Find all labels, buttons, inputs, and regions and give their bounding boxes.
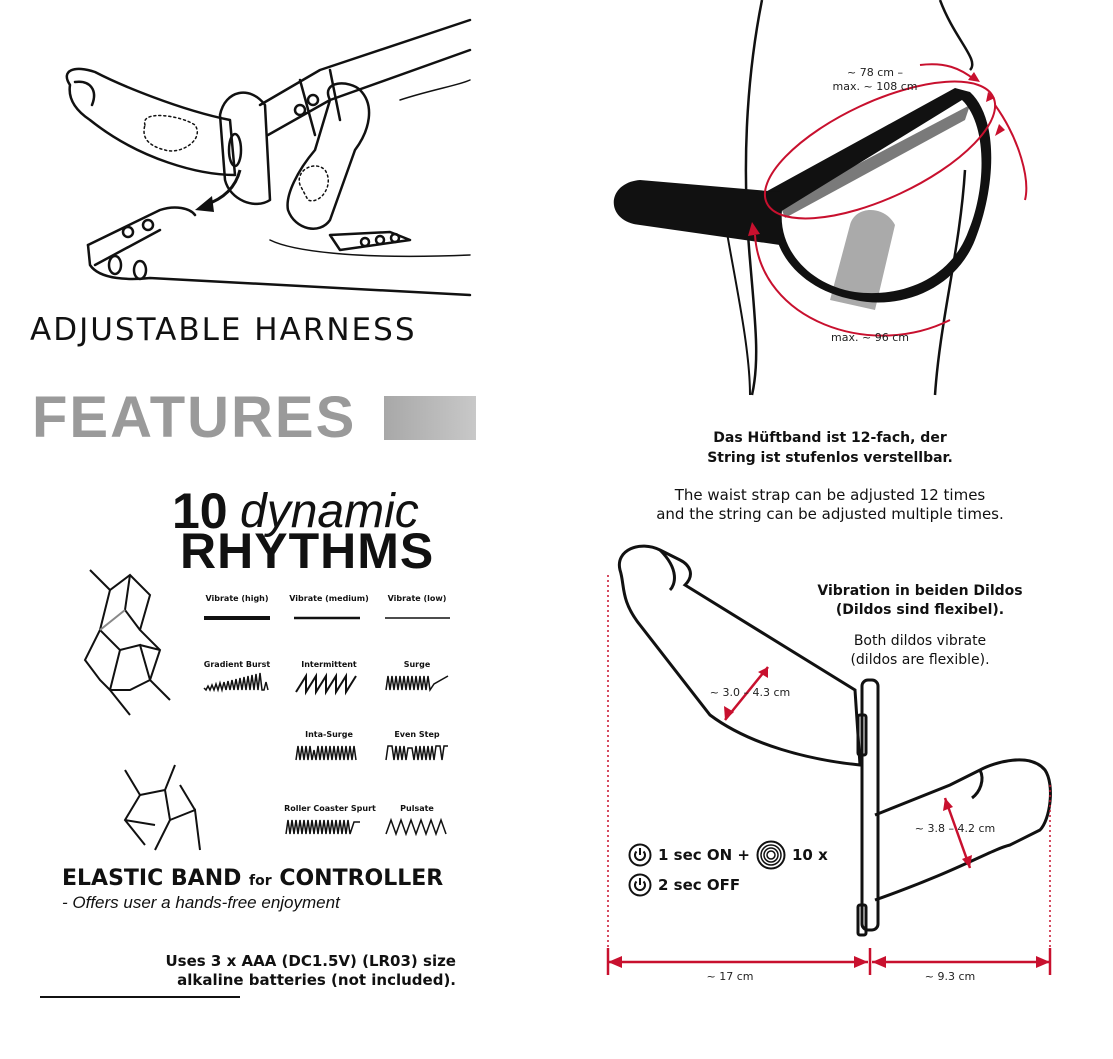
pattern-label-roller-coaster-spurt: Roller Coaster Spurt: [284, 804, 376, 813]
english-vibration-line2: (dildos are flexible).: [850, 652, 990, 668]
pattern-label-even-step: Even Step: [394, 730, 440, 739]
english-strap-text: [620, 486, 1040, 524]
german-strap-text: [620, 428, 1040, 468]
english-strap-line2: and the string can be adjusted multiple times.: [656, 505, 1004, 523]
controller-on-instruction: [628, 840, 828, 870]
german-vibration-line2: (Dildos sind flexibel).: [835, 602, 1005, 618]
waist-top-measure-line1: ~ 78 cm –: [847, 66, 903, 79]
pattern-label-vibrate-medium: Vibrate (medium): [289, 594, 369, 603]
waist-bottom-measure: max. ~ 96 cm: [831, 331, 909, 344]
battery-note: [56, 952, 456, 990]
pattern-label-vibrate-high: Vibrate (high): [205, 594, 269, 603]
german-vibration-line1: Vibration in beiden Dildos: [817, 583, 1023, 599]
elastic-band-title: ELASTIC BAND for CONTROLLER: [62, 866, 444, 891]
wave-even-step: [386, 746, 448, 760]
battery-note-line2: alkaline batteries (not included).: [177, 971, 456, 989]
waist-top-measure-line2: max. ~ 108 cm: [832, 80, 918, 93]
pattern-label-intermittent: Intermittent: [301, 660, 357, 669]
english-vibration-text: [800, 632, 1040, 670]
battery-note-line1: Uses 3 x AAA (DC1.5V) (LR03) size: [165, 952, 456, 970]
german-vibration-text: [800, 582, 1040, 620]
big-length-label: ~ 17 cm: [706, 970, 754, 983]
on-times: 10 x: [791, 846, 828, 864]
crack-decoration-top: [80, 550, 180, 720]
pattern-label-inta-surge: Inta-Surge: [305, 730, 353, 739]
harness-title: ADJUSTABLE HARNESS: [30, 312, 417, 348]
pattern-label-gradient-burst: Gradient Burst: [203, 660, 271, 669]
controller-off-instruction: [628, 873, 740, 897]
big-diameter-label: ~ 3.0 – 4.3 cm: [709, 686, 791, 699]
wave-inta-surge: [296, 746, 356, 760]
wave-roller-coaster: [286, 820, 360, 834]
english-vibration-line1: Both dildos vibrate: [853, 633, 987, 649]
wave-surge: [386, 676, 448, 690]
power-icon: [628, 873, 652, 897]
mode-button-icon: [756, 840, 786, 870]
rhythms-number: 10: [172, 483, 228, 539]
german-strap-line2: String ist stufenlos verstellbar.: [707, 450, 953, 466]
rhythms-word: dynamic: [240, 485, 419, 538]
wave-intermittent: [296, 676, 356, 692]
pattern-waveforms: [190, 600, 460, 840]
elastic-band-subtitle: - Offers user a hands-free enjoyment: [62, 893, 340, 912]
off-text: 2 sec OFF: [658, 876, 741, 894]
waist-top-measure: [815, 66, 935, 94]
german-strap-line1: Das Hüftband ist 12-fach, der: [713, 430, 947, 446]
english-strap-line1: The waist strap can be adjusted 12 times: [674, 486, 986, 504]
features-title: FEATURES: [32, 385, 357, 450]
rhythms-title: RHYTHMS: [180, 523, 435, 579]
wave-gradient-burst: [204, 673, 268, 690]
pattern-label-pulsate: Pulsate: [400, 804, 434, 813]
on-text: 1 sec ON +: [658, 846, 750, 864]
harness-illustration: [30, 10, 480, 305]
small-diameter-label: ~ 3.8 – 4.2 cm: [914, 822, 996, 835]
small-length-label: ~ 9.3 cm: [924, 970, 976, 983]
bottom-rule: [40, 996, 240, 998]
pattern-label-surge: Surge: [403, 660, 431, 669]
features-bar: [384, 396, 476, 440]
pattern-label-vibrate-low: Vibrate (low): [387, 594, 447, 603]
wave-pulsate: [386, 820, 446, 834]
power-icon: [628, 843, 652, 867]
